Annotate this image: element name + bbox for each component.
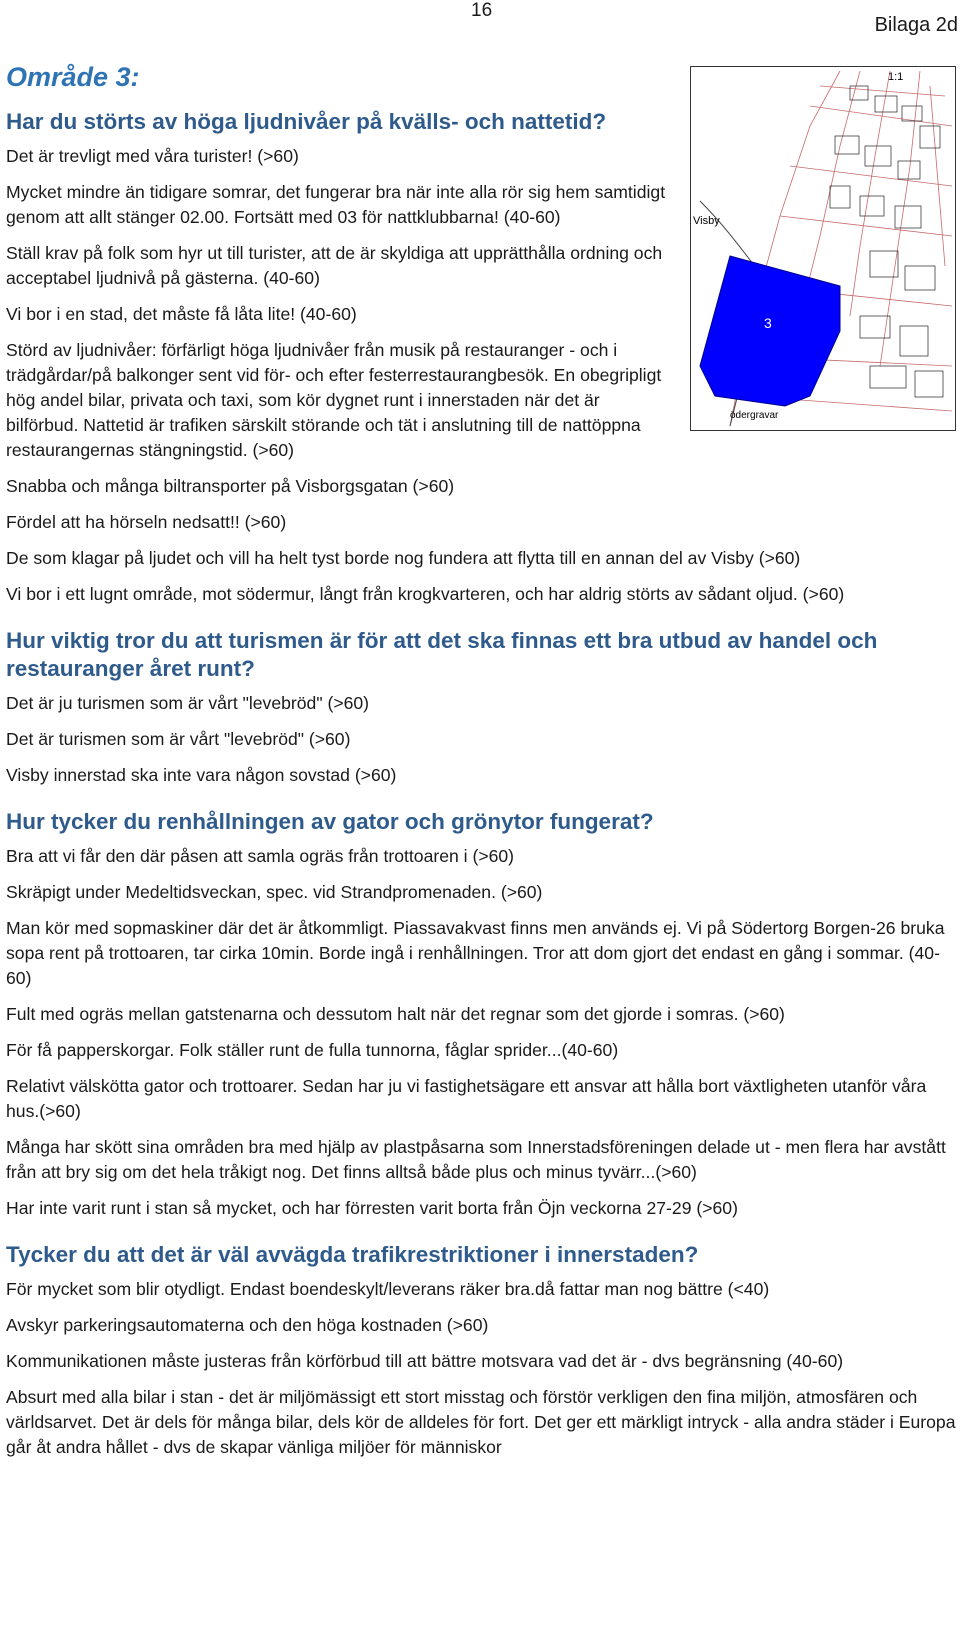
answer-item: Har inte varit runt i stan så mycket, och har förresten varit borta från Öjn veckorna 27-29 (>60): [6, 1198, 738, 1218]
answer-item: Bra att vi får den där påsen att samla ogräs från trottoaren i (>60): [6, 846, 515, 866]
answer-item: För få papperskorgar. Folk ställer runt de fulla tunnorna, fåglar sprider...(40-60): [6, 1040, 619, 1060]
answer-item: De som klagar på ljudet och vill ha helt tyst borde nog fundera att flytta till en annan del av Visby (>60): [6, 548, 801, 568]
answer-item: Det är trevligt med våra turister! (>60): [6, 146, 299, 166]
area-number-label: 3: [764, 315, 772, 331]
answer-item: Fult med ogräs mellan gatstenarna och dessutom halt när det regnar som det gjorde i somras. (>60): [6, 1004, 785, 1024]
answer-item: För mycket som blir otydligt. Endast boendeskylt/leverans räker bra.då fattar man nog bättre (<40): [6, 1279, 770, 1299]
answer-item: Vi bor i ett lugnt område, mot södermur, långt från krogkvarteren, och har aldrig störts av sådant oljud. (>60): [6, 584, 845, 604]
answer-item: Ställ krav på folk som hyr ut till turister, att de är skyldiga att upprätthålla ordning och acceptabel ljudnivå på gästerna. (40-60): [6, 243, 663, 288]
answer-item: Skräpigt under Medeltidsveckan, spec. vid Strandpromenaden. (>60): [6, 882, 543, 902]
answer-item: Störd av ljudnivåer: förfärligt höga ljudnivåer från musik på restauranger - och i trädgårdar/på balkonger sent vid för- och efter festerrestaurangbesök. En obegripligt hög andel bilar, privata och taxi, som kör dygnet runt i innerstaden när det är bilförbud. Nattetid är trafiken särskilt störande och tät i anslutning till de nattöppna restaurangernas stängningstid. (>60): [6, 340, 662, 460]
answer-item: Fördel att ha hörseln nedsatt!! (>60): [6, 512, 287, 532]
question-tourism: Hur viktig tror du att turismen är för att det ska finnas ett bra utbud av handel och restauranger året runt?: [6, 628, 878, 681]
scale-label: 1:1: [888, 71, 904, 83]
answer-item: Relativt välskötta gator och trottoarer. Sedan har ju vi fastighetsägare ett ansvar att hålla bort växtligheten utanför våra hus.(>60): [6, 1076, 927, 1121]
answer-item: Vi bor i en stad, det måste få låta lite! (40-60): [6, 304, 357, 324]
area-map: [690, 66, 956, 431]
answer-item: Avskyr parkeringsautomaterna och den höga kostnaden (>60): [6, 1315, 489, 1335]
answer-item: Absurt med alla bilar i stan - det är miljömässigt ett stort misstag och förstör verkligen den fina miljön, atmosfären och världsarvet. Det är dels för många bilar, dels kör de alldeles för fort. Det ger ett märkligt intryck - alla andra städer i Europa går åt andra hållet - dvs de skapar vänliga miljöer för människor: [6, 1387, 956, 1457]
map-float: [666, 66, 956, 421]
answer-item: Visby innerstad ska inte vara någon sovstad (>60): [6, 765, 397, 785]
question-cleaning: Hur tycker du renhållningen av gator och grönytor fungerat?: [6, 809, 654, 834]
answer-item: Mycket mindre än tidigare somrar, det fungerar bra när inte alla rör sig hem samtidigt genom att allt stänger 02.00. Fortsätt med 03 för nattklubbarna! (40-60): [6, 182, 666, 227]
answer-item: Det är turismen som är vårt "levebröd" (>60): [6, 729, 351, 749]
page-number: 16: [471, 0, 493, 21]
answer-item: Kommunikationen måste justeras från körförbud till att bättre motsvara vad det är - dvs begränsning (40-60): [6, 1351, 844, 1371]
question-noise: Har du störts av höga ljudnivåer på kvälls- och nattetid?: [6, 109, 607, 134]
answer-item: Det är ju turismen som är vårt "levebröd" (>60): [6, 693, 370, 713]
gate-label: ödergravar: [730, 410, 779, 421]
town-label: Visby: [693, 215, 720, 227]
answer-item: Snabba och många biltransporter på Visborgsgatan (>60): [6, 476, 455, 496]
appendix-label: Bilaga 2d: [874, 14, 958, 36]
answer-item: Man kör med sopmaskiner där det är åtkommligt. Piassavakvast finns men används ej. Vi på Södertorg Borgen-26 bruka sopa rent på trottoaren, tar cirka 10min. Borde ingå i renhållningen. Tror att dom gjort det endast en gång i sommar. (40-60): [6, 918, 945, 988]
section-title: Område 3:: [6, 62, 140, 92]
answer-item: Många har skött sina områden bra med hjälp av plastpåsarna som Innerstadsföreningen delade ut - men flera har avstått från att bry sig om det hela tråkigt nog. Det finns alltså både plus och minus tyvärr...(>60): [6, 1137, 946, 1182]
question-traffic: Tycker du att det är väl avvägda trafikrestriktioner i innerstaden?: [6, 1242, 699, 1267]
